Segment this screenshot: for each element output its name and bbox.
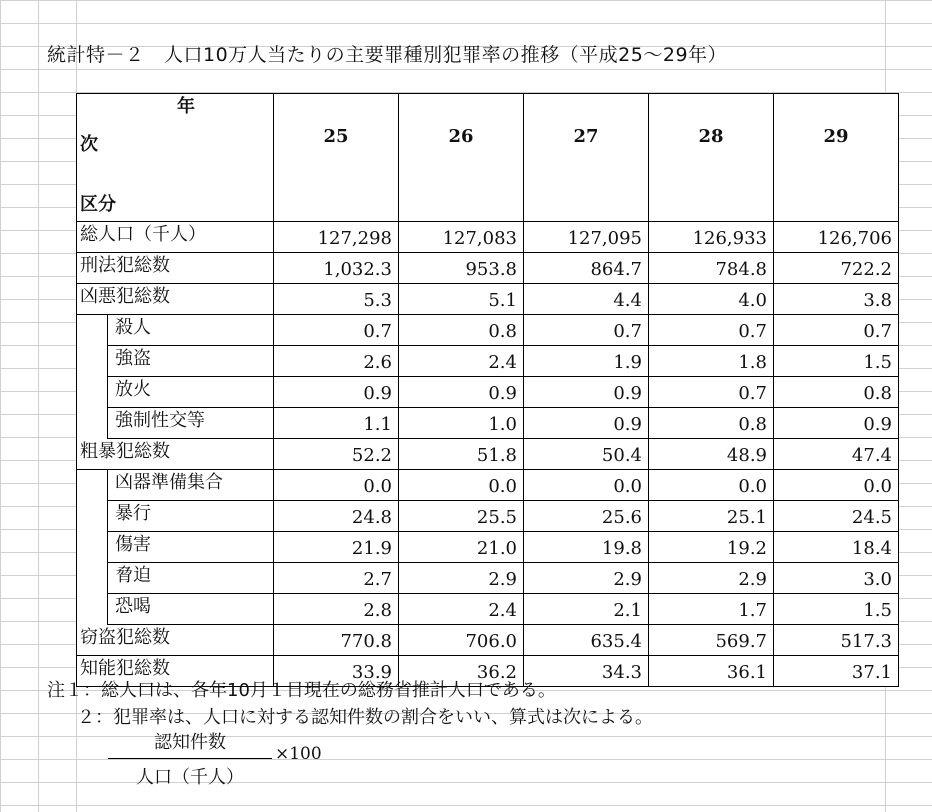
formula-multiplier: ×100 <box>275 744 322 764</box>
cell-value: 2.9 <box>399 563 524 594</box>
cell-value: 47.4 <box>774 439 899 470</box>
cell-value: 19.2 <box>649 532 774 563</box>
note-2: ２：犯罪率は、人口に対する認知件数の割合をいい、算式は次による。 <box>77 707 653 728</box>
row-label: 凶悪犯総数 <box>80 286 170 307</box>
cell-value: 51.8 <box>399 439 524 470</box>
row-label-cell <box>77 222 274 253</box>
formula-denominator: 人口（千人） <box>136 767 244 788</box>
row-label: 窃盗犯総数 <box>80 627 170 648</box>
cell-value: 19.8 <box>524 532 649 563</box>
cell-value: 1.7 <box>649 594 774 625</box>
cell-value: 3.8 <box>774 284 899 315</box>
cell-value: 48.9 <box>649 439 774 470</box>
table-row <box>77 377 899 408</box>
cell-value: 722.2 <box>774 253 899 284</box>
cell-value: 37.1 <box>774 656 899 687</box>
cell-value: 1.8 <box>649 346 774 377</box>
table-row <box>77 625 899 656</box>
formula-numerator: 認知件数 <box>108 728 272 759</box>
cell-value: 706.0 <box>399 625 524 656</box>
cell-value: 784.8 <box>649 253 774 284</box>
cell-value: 1,032.3 <box>274 253 399 284</box>
cell-value: 0.8 <box>774 377 899 408</box>
row-label-cell <box>77 315 274 346</box>
cell-value: 0.9 <box>399 377 524 408</box>
indent-divider <box>107 500 108 532</box>
cell-value: 3.0 <box>774 563 899 594</box>
table-row <box>77 594 899 625</box>
cell-value: 127,095 <box>524 222 649 253</box>
cell-value: 0.0 <box>524 470 649 501</box>
header-year-27: 27 <box>524 94 649 222</box>
cell-value: 0.7 <box>649 315 774 346</box>
indent-divider <box>107 593 108 625</box>
indent-divider <box>107 314 108 346</box>
header-year-label: 年 <box>177 96 195 117</box>
cell-value: 1.5 <box>774 594 899 625</box>
cell-value: 569.7 <box>649 625 774 656</box>
cell-value: 21.0 <box>399 532 524 563</box>
row-label: 放火 <box>115 379 151 400</box>
cell-value: 25.6 <box>524 501 649 532</box>
cell-value: 36.2 <box>399 656 524 687</box>
note-1: 注１：総人口は、各年10月１日現在の総務省推計人口である。 <box>47 680 556 701</box>
cell-value: 0.9 <box>524 377 649 408</box>
cell-value: 1.9 <box>524 346 649 377</box>
row-label-cell <box>77 439 274 470</box>
table-row <box>77 439 899 470</box>
cell-value: 126,706 <box>774 222 899 253</box>
table-row <box>77 346 899 377</box>
cell-value: 127,083 <box>399 222 524 253</box>
cell-value: 33.9 <box>274 656 399 687</box>
cell-value: 2.9 <box>649 563 774 594</box>
cell-value: 24.5 <box>774 501 899 532</box>
header-ji-label: 次 <box>80 134 98 155</box>
cell-value: 0.0 <box>274 470 399 501</box>
cell-value: 36.1 <box>649 656 774 687</box>
row-label-cell <box>77 253 274 284</box>
indent-divider <box>107 407 108 439</box>
row-label-cell <box>77 563 274 594</box>
row-label-cell <box>77 625 274 656</box>
cell-value: 953.8 <box>399 253 524 284</box>
cell-value: 1.5 <box>774 346 899 377</box>
cell-value: 0.8 <box>649 408 774 439</box>
cell-value: 2.8 <box>274 594 399 625</box>
row-label: 刑法犯総数 <box>80 255 170 276</box>
row-label: 傷害 <box>115 534 151 555</box>
cell-value: 0.0 <box>649 470 774 501</box>
cell-value: 52.2 <box>274 439 399 470</box>
table-row <box>77 532 899 563</box>
cell-value: 864.7 <box>524 253 649 284</box>
row-label-cell <box>77 594 274 625</box>
row-label: 知能犯総数 <box>80 658 170 679</box>
table-row <box>77 315 899 346</box>
cell-value: 1.0 <box>399 408 524 439</box>
row-label: 総人口（千人） <box>80 224 206 245</box>
cell-value: 4.4 <box>524 284 649 315</box>
indent-divider <box>107 376 108 408</box>
cell-value: 1.1 <box>274 408 399 439</box>
cell-value: 635.4 <box>524 625 649 656</box>
cell-value: 25.1 <box>649 501 774 532</box>
row-label-cell <box>77 501 274 532</box>
cell-value: 25.5 <box>399 501 524 532</box>
notes <box>47 677 653 731</box>
cell-value: 2.9 <box>524 563 649 594</box>
grid-line <box>38 0 39 812</box>
cell-value: 4.0 <box>649 284 774 315</box>
cell-value: 0.9 <box>274 377 399 408</box>
cell-value: 24.8 <box>274 501 399 532</box>
row-label: 強制性交等 <box>115 410 205 431</box>
header-row <box>77 94 899 222</box>
table-row <box>77 470 899 501</box>
row-label: 恐喝 <box>115 596 151 617</box>
table-row <box>77 408 899 439</box>
row-label-cell <box>77 284 274 315</box>
indent-divider <box>107 562 108 594</box>
table-row <box>77 284 899 315</box>
cell-value: 0.7 <box>774 315 899 346</box>
header-year-29: 29 <box>774 94 899 222</box>
cell-value: 5.1 <box>399 284 524 315</box>
table-row <box>77 253 899 284</box>
header-year-25: 25 <box>274 94 399 222</box>
cell-value: 5.3 <box>274 284 399 315</box>
cell-value: 770.8 <box>274 625 399 656</box>
cell-value: 0.9 <box>774 408 899 439</box>
indent-divider <box>107 469 108 501</box>
header-category-label: 区分 <box>80 194 116 215</box>
cell-value: 2.1 <box>524 594 649 625</box>
cell-value: 18.4 <box>774 532 899 563</box>
table-title: 統計特－２ 人口10万人当たりの主要罪種別犯罪率の推移（平成25～29年） <box>47 44 728 66</box>
cell-value: 21.9 <box>274 532 399 563</box>
cell-value: 50.4 <box>524 439 649 470</box>
row-label: 粗暴犯総数 <box>80 441 170 462</box>
row-label-cell <box>77 377 274 408</box>
row-label-cell <box>77 470 274 501</box>
crime-rate-table <box>76 93 899 687</box>
indent-divider <box>107 345 108 377</box>
row-label: 殺人 <box>115 317 151 338</box>
row-label-cell <box>77 346 274 377</box>
crime-rate-formula <box>108 728 272 789</box>
table-row <box>77 222 899 253</box>
cell-value: 127,298 <box>274 222 399 253</box>
formula-fraction <box>108 728 272 789</box>
cell-value: 517.3 <box>774 625 899 656</box>
table-row <box>77 501 899 532</box>
cell-value: 2.4 <box>399 594 524 625</box>
header-year-26: 26 <box>399 94 524 222</box>
cell-value: 34.3 <box>524 656 649 687</box>
row-label-cell <box>77 532 274 563</box>
indent-divider <box>107 531 108 563</box>
row-label: 暴行 <box>115 503 151 524</box>
cell-value: 2.6 <box>274 346 399 377</box>
table-row <box>77 563 899 594</box>
cell-value: 0.7 <box>649 377 774 408</box>
table-body <box>77 222 899 687</box>
cell-value: 0.7 <box>274 315 399 346</box>
row-label-cell <box>77 408 274 439</box>
cell-value: 126,933 <box>649 222 774 253</box>
cell-value: 0.0 <box>399 470 524 501</box>
row-label: 脅迫 <box>115 565 151 586</box>
cell-value: 2.7 <box>274 563 399 594</box>
cell-value: 2.4 <box>399 346 524 377</box>
row-label: 強盗 <box>115 348 151 369</box>
cell-value: 0.0 <box>774 470 899 501</box>
cell-value: 0.9 <box>524 408 649 439</box>
header-year-28: 28 <box>649 94 774 222</box>
header-corner <box>77 94 274 222</box>
cell-value: 0.8 <box>399 315 524 346</box>
row-label: 凶器準備集合 <box>115 472 223 493</box>
cell-value: 0.7 <box>524 315 649 346</box>
